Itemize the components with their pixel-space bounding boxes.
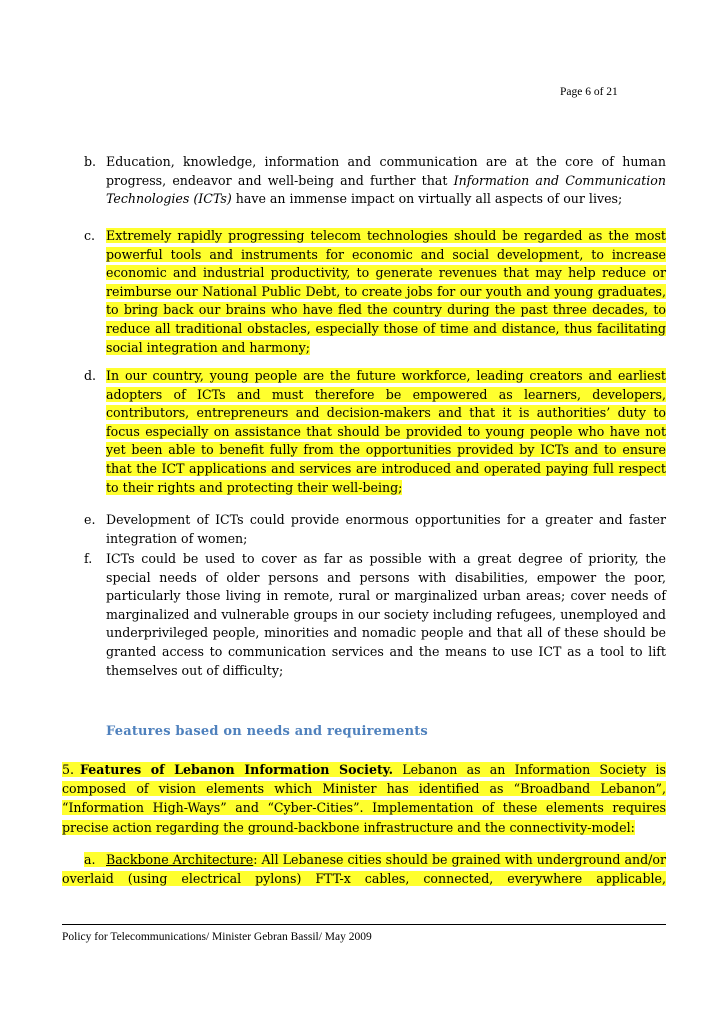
item-italic-term: Information and Communication Technologies (ICTs)	[106, 172, 666, 207]
paragraph-5	[62, 760, 666, 837]
item-text: : All Lebanese cities should be grained with underground and/or overlaid (using electrical pylons) FTT-x cables, connected, everywhere applicable,	[62, 852, 666, 887]
highlighted-paragraph	[62, 762, 666, 835]
highlighted-text: In our country, young people are the future workforce, leading creators and earliest adopters of ICTs and must therefore be empowered as learners, developers, contributors, entrepreneurs and decision-makers and that it is authorities’ duty to focus especially on assistance that should be provided to young people who have not yet been able to benefit fully from the opportunities provided by ICTs and to ensure that the ICT applications and services are introduced and operated paying full respect to their rights and protecting their well-being;	[106, 368, 666, 495]
list-marker: f.	[84, 551, 93, 566]
section-heading: Features based on needs and requirements	[106, 724, 428, 739]
list-item-c	[84, 227, 666, 357]
list-marker: d.	[84, 368, 97, 383]
list-item-body: Development of ICTs could provide enormous opportunities for a greater and faster integration of women;	[106, 512, 666, 546]
list-marker: e.	[84, 512, 96, 527]
paragraph-text: Lebanon as an Information Society is composed of vision elements which Minister has identified as “Broadband Lebanon”, “Information High-Ways” and “Cyber-Cities”. Implementation of these elements requires precise action regarding the ground-backbone infrastructure and the connectivity-model:	[62, 762, 666, 835]
list-item-body: ICTs could be used to cover as far as possible with a great degree of priority, the special needs of older persons and persons with disabilities, empower the poor, particularly those living in remote, rural or marginalized urban areas; cover needs of marginalized and vulnerable groups in our society including refugees, unemployed and underprivileged people, minorities and nomadic people and that all of these should be granted access to communication services and the means to use ICT as a tool to lift themselves out of difficulty;	[106, 551, 666, 678]
item-text: have an immense impact on virtually all aspects of our lives;	[231, 191, 623, 207]
list-marker: a.	[84, 852, 96, 867]
list-marker: c.	[84, 228, 96, 243]
highlighted-text: Extremely rapidly progressing telecom technologies should be regarded as the most powerful tools and instruments for economic and social development, to increase economic and industrial productivity, to generate revenues that may help reduce or reimburse our National Public Debt, to create jobs for our youth and young graduates, to bring back our brains who have fled the country during the past three decades, to reduce all traditional obstacles, especially those of time and distance, thus facilitating social integration and harmony;	[106, 228, 666, 355]
paragraph-number: 5.	[62, 762, 75, 777]
list-item-b	[84, 153, 666, 209]
highlighted-text	[62, 852, 666, 886]
list-item-d	[84, 367, 666, 497]
footer-text: Policy for Telecommunications/ Minister Gebran Bassil/ May 2009	[62, 931, 372, 943]
list-item-body	[106, 367, 666, 497]
list-item-body	[106, 153, 666, 209]
footer-divider	[62, 924, 666, 925]
list-marker: b.	[84, 154, 97, 169]
list-item-a	[62, 850, 666, 888]
item-title: Backbone Architecture	[106, 852, 254, 867]
paragraph-title: Features of Lebanon Information Society.	[80, 762, 394, 777]
list-item-e	[84, 511, 666, 548]
list-item-body	[106, 227, 666, 357]
list-item-f	[84, 550, 666, 680]
item-text: Education, knowledge, information and communication are at the core of human progress, endeavor and well-being and further that	[106, 154, 666, 188]
page-number: Page 6 of 21	[560, 86, 618, 98]
